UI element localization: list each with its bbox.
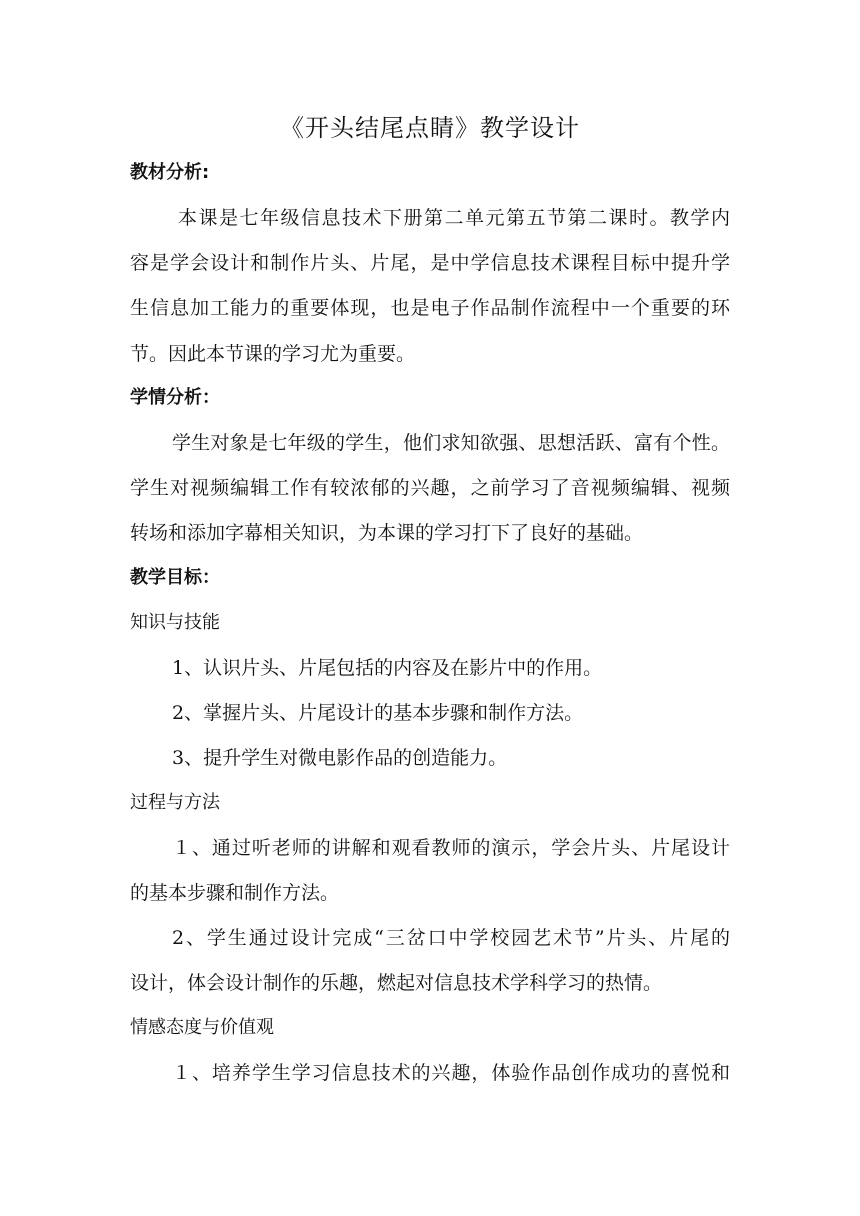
list-item: 3、提升学生对微电影作品的创造能力。 [172,747,508,769]
subheading-emotion-values: 情感态度与价值观 [130,1017,274,1038]
list-item-continued: 设计，体会设计制作的乐趣，燃起对信息技术学科学习的热情。 [130,972,663,994]
list-item: １、通过听老师的讲解和观看教师的演示，学会片头、片尾设计 [172,837,730,859]
list-item: 2、学生通过设计完成“三岔口中学校园艺术节”片头、片尾的 [172,927,730,949]
paragraph-line: 学生对视频编辑工作有较浓郁的兴趣，之前学习了音视频编辑、视频 [130,477,730,499]
list-item-continued: 的基本步骤和制作方法。 [130,882,340,904]
list-item: 1、认识片头、片尾包括的内容及在影片中的作用。 [172,657,603,679]
document-title: 《开头结尾点睛》教学设计 [280,114,580,142]
list-item: 2、掌握片头、片尾设计的基本步骤和制作方法。 [172,702,584,724]
paragraph-line: 容是学会设计和制作片头、片尾，是中学信息技术课程目标中提升学 [130,252,730,274]
paragraph-line: 学生对象是七年级的学生，他们求知欲强、思想活跃、富有个性。 [172,432,730,454]
paragraph-line: 转场和添加字幕相关知识，为本课的学习打下了良好的基础。 [130,522,644,544]
paragraph-line: 本课是七年级信息技术下册第二单元第五节第二课时。教学内 [178,207,730,229]
section-heading-textbook-analysis: 教材分析: [130,162,210,183]
paragraph-line: 生信息加工能力的重要体现，也是电子作品制作流程中一个重要的环 [130,297,730,319]
list-item: １、培养学生学习信息技术的兴趣，体验作品创作成功的喜悦和 [172,1062,730,1084]
section-heading-teaching-goals: 教学目标： [130,567,220,588]
subheading-knowledge-skills: 知识与技能 [130,612,220,633]
paragraph-line: 节。因此本节课的学习尤为重要。 [130,343,416,365]
subheading-process-methods: 过程与方法 [130,792,220,813]
section-heading-student-analysis: 学情分析： [130,387,220,408]
